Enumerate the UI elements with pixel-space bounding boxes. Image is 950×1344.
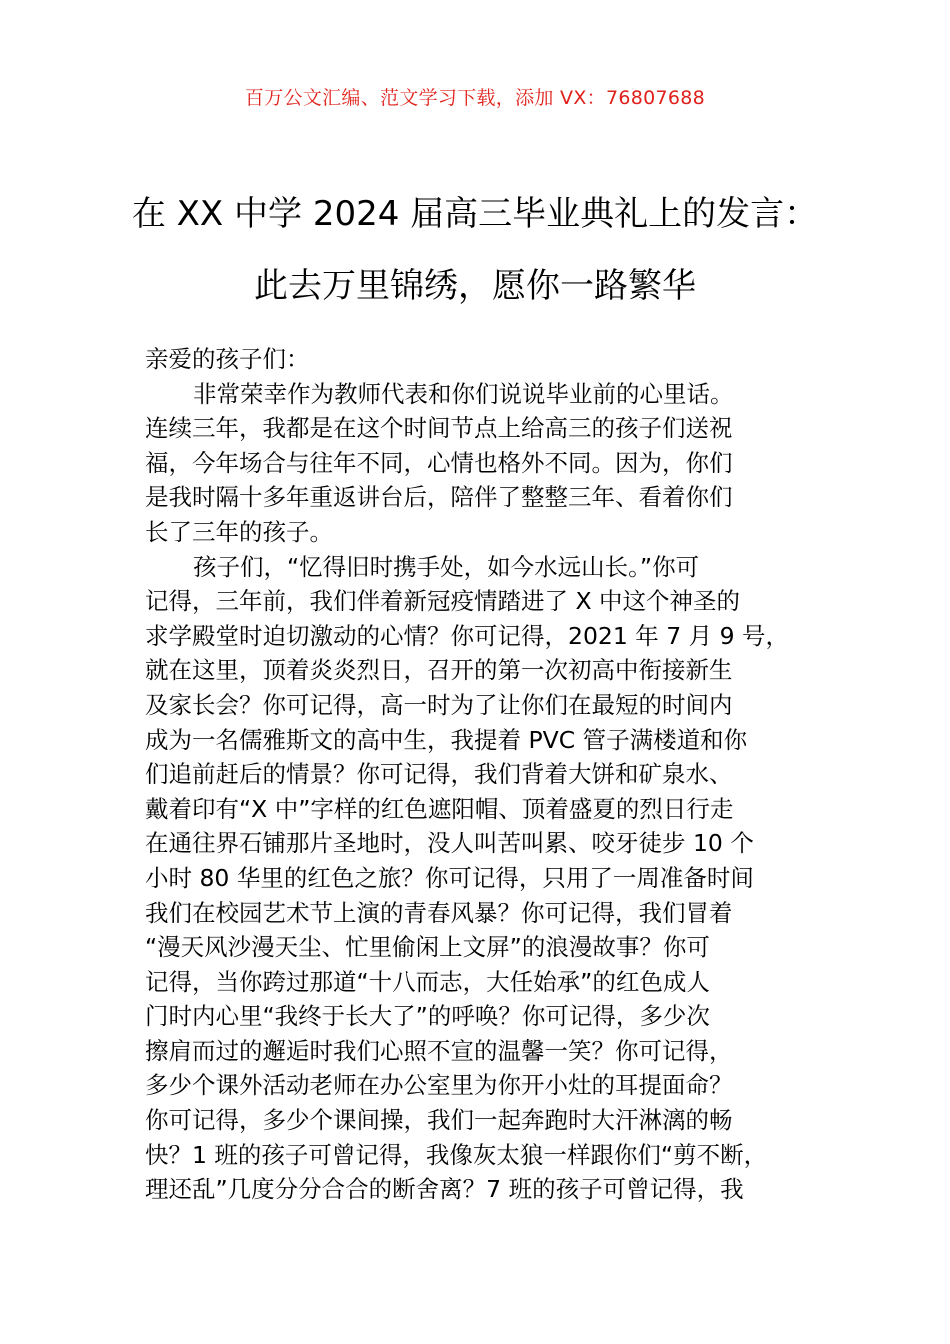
- paragraph-2-line: 们追前赶后的情景？你可记得，我们背着大饼和矿泉水、: [145, 760, 733, 789]
- paragraph-2-line: 求学殿堂时迫切激动的心情？你可记得，2021 年 7 月 9 号，: [145, 621, 790, 650]
- paragraph-2-line: 就在这里，顶着炎炎烈日，召开的第一次初高中衔接新生: [145, 656, 733, 685]
- paragraph-1-line: 连续三年，我都是在这个时间节点上给高三的孩子们送祝: [145, 414, 733, 443]
- header-promo-note: 百万公文汇编、范文学习下载，添加 VX：76807688: [244, 87, 706, 109]
- paragraph-2-line: 理还乱”几度分分合合的断舍离？7 班的孩子可曾记得，我: [145, 1175, 744, 1204]
- document-title: [0, 178, 950, 322]
- paragraph-2-line: 你可记得，多少个课间操，我们一起奔跑时大汗淋漓的畅: [145, 1106, 733, 1135]
- paragraph-2-line: 门时内心里“我终于长大了”的呼唤？你可记得，多少次: [145, 1002, 710, 1031]
- document-body: [145, 342, 815, 1207]
- salutation: 亲爱的孩子们：: [145, 345, 310, 373]
- paragraph-2-line: 成为一名儒雅斯文的高中生，我提着 PVC 管子满楼道和你: [145, 725, 748, 754]
- paragraph-1-line: 是我时隔十多年重返讲台后，陪伴了整整三年、看着你们: [145, 483, 733, 512]
- paragraph-2-line: 在通往界石铺那片圣地时，没人叫苦叫累、咬牙徒步 10 个: [145, 829, 754, 858]
- paragraph-2-line: 多少个课外活动老师在办公室里为你开小灶的耳提面命？: [145, 1071, 733, 1100]
- paragraph-1-line: 福，今年场合与往年不同，心情也格外不同。因为，你们: [145, 448, 733, 477]
- paragraph-2-line: “漫天风沙漫天尘、忙里偷闲上文屏”的浪漫故事？你可: [145, 933, 710, 962]
- paragraph-2-line: 记得，当你跨过那道“十八而志，大任始承”的红色成人: [145, 967, 710, 996]
- paragraph-1-line: 长了三年的孩子。: [145, 517, 333, 546]
- paragraph-1-line: 非常荣幸作为教师代表和你们说说毕业前的心里话。: [193, 379, 734, 408]
- paragraph-2-line: 及家长会？你可记得，高一时为了让你们在最短的时间内: [145, 690, 733, 719]
- title-line-2: 此去万里锦绣，愿你一路繁华: [254, 266, 696, 306]
- paragraph-2-line: 孩子们，“忆得旧时携手处，如今水远山长。”你可: [193, 552, 700, 581]
- paragraph-2-line: 擦肩而过的邂逅时我们心照不宣的温馨一笑？你可记得，: [145, 1036, 733, 1065]
- title-line-1: 在 XX 中学 2024 届高三毕业典礼上的发言：: [131, 194, 819, 234]
- paragraph-2-line: 快？1 班的孩子可曾记得，我像灰太狼一样跟你们“剪不断，: [145, 1140, 768, 1169]
- paragraph-2-line: 记得，三年前，我们伴着新冠疫情踏进了 X 中这个神圣的: [145, 587, 741, 616]
- paragraph-2-line: 我们在校园艺术节上演的青春风暴？你可记得，我们冒着: [145, 898, 733, 927]
- paragraph-2-line: 戴着印有“X 中”字样的红色遮阳帽、顶着盛夏的烈日行走: [145, 794, 734, 823]
- paragraph-2-line: 小时 80 华里的红色之旅？你可记得，只用了一周准备时间: [145, 863, 754, 892]
